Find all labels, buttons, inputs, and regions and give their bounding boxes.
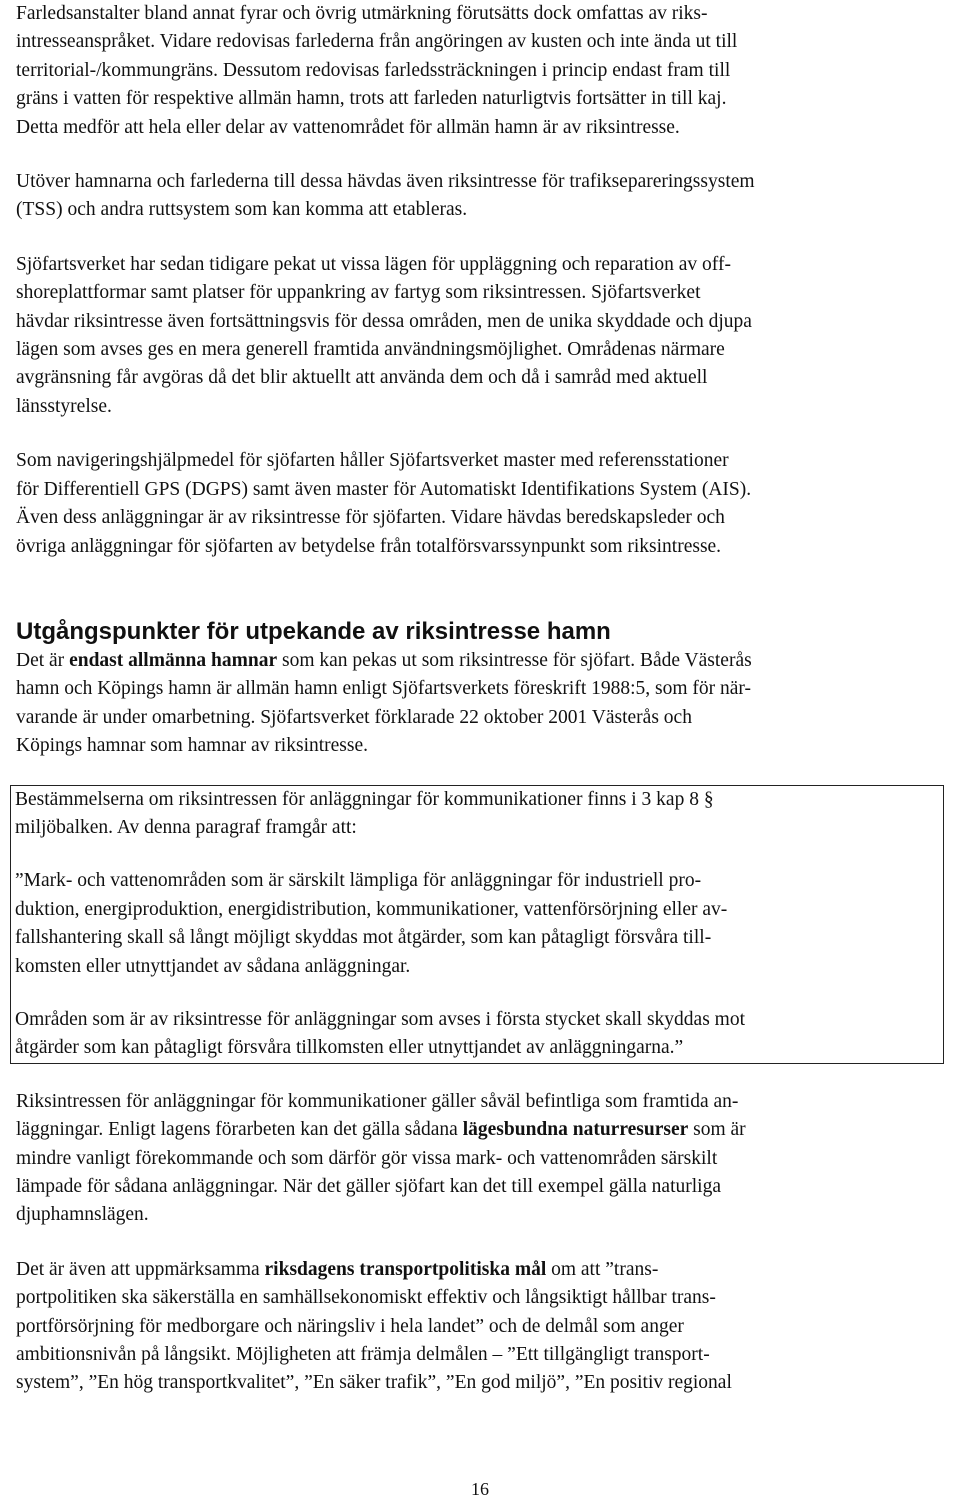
text-line: mindre vanligt förekommande och som därför gör vissa mark- och vattenområden särskilt	[16, 1147, 718, 1169]
quote-line: fallshantering skall så långt möjligt skyddas mot åtgärder, som kan påtagligt försvåra till-	[15, 927, 712, 949]
page-number: 16	[471, 1479, 489, 1499]
text-line: portförsörjning för medborgare och näringsliv i hela landet” och de delmål som anger	[16, 1315, 684, 1337]
quote-line: Områden som är av riksintresse för anläggningar som avses i första stycket skall skyddas mot	[15, 1008, 746, 1030]
text-run: Det är	[16, 649, 70, 671]
paragraph-transportpolitik	[16, 1256, 942, 1398]
text-line: shoreplattformar samt platser för uppankring av fartyg som riksintressen. Sjöfartsverket	[16, 282, 701, 304]
text-line: Farledsanstalter bland annat fyrar och övrig utmärkning förutsätts dock omfattas av riks-	[16, 3, 708, 24]
quote-line: ”Mark- och vattenområden som är särskilt lämpliga för anläggningar för industriell pro-	[15, 870, 702, 892]
quote-line: komsten eller utnyttjandet av sådana anläggningar.	[15, 955, 411, 977]
text-line: lämpade för sådana anläggningar. När det gäller sjöfart kan det till exempel gälla naturliga	[16, 1176, 721, 1197]
quote-line: åtgärder som kan påtagligt försvåra tillkomsten eller utnyttjandet av anläggningarna.”	[15, 1037, 684, 1059]
text-line: för Differentiell GPS (DGPS) samt även master för Automatiskt Identifikations System (AIS).	[16, 478, 752, 500]
text-line: djuphamnslägen.	[16, 1204, 149, 1226]
text-line: intresseanspråket. Vidare redovisas farlederna från angöringen av kusten och inte ända ut till	[16, 31, 738, 53]
bold-term: riksdagens transportpolitiska mål	[264, 1258, 547, 1280]
text-line: territorial-/kommungräns. Dessutom redovisas farledssträckningen i princip endast fram till	[16, 59, 731, 81]
section-heading: Utgångspunkter för utpekande av riksintresse hamn	[16, 617, 611, 645]
paragraph-tss	[16, 168, 942, 225]
text-line: hävdar riksintresse även fortsättningsvis för dessa områden, men de unika skyddade och djupa	[16, 310, 752, 332]
text-line: system”, ”En hög transportkvalitet”, ”En säker trafik”, ”En god miljö”, ”En positiv regional	[16, 1372, 732, 1394]
text-line: länsstyrelse.	[16, 395, 112, 417]
paragraph-navigering	[16, 447, 942, 561]
paragraph-offshore	[16, 251, 942, 421]
text-line: portpolitiken ska säkerställa en samhällsekonomiskt effektiv och långsiktigt hållbar trans-	[16, 1287, 716, 1309]
text-line: Utöver hamnarna och farlederna till dessa hävdas även riksintresse för trafiksepareringssystem	[16, 171, 755, 193]
text-line: gräns i vatten för respektive allmän hamn, trots att farleden naturligtvis fortsätter in till kaj.	[16, 88, 727, 110]
text-line: Sjöfartsverket har sedan tidigare pekat ut vissa lägen för uppläggning och reparation av off-	[16, 253, 731, 275]
paragraph-allmanna-hamnar	[16, 647, 942, 761]
text-line: Detta medför att hela eller delar av vattenområdet för allmän hamn är av riksintresse.	[16, 116, 680, 138]
text-line	[16, 647, 942, 675]
text-line: miljöbalken. Av denna paragraf framgår att:	[15, 816, 357, 838]
text-run: om att ”trans-	[546, 1258, 659, 1280]
text-line	[16, 1116, 942, 1144]
text-run: som kan pekas ut som riksintresse för sjöfart. Både Västerås	[277, 649, 752, 671]
text-line: hamn och Köpings hamn är allmän hamn enligt Sjöfartsverkets föreskrift 1988:5, som för när-	[16, 678, 752, 700]
text-line: Köpings hamnar som hamnar av riksintresse.	[16, 735, 369, 757]
text-line: övriga anläggningar för sjöfarten av betydelse från totalförsvarssynpunkt som riksintresse.	[16, 535, 722, 557]
bold-term: lägesbundna naturresurser	[462, 1119, 689, 1141]
text-line: Som navigeringshjälpmedel för sjöfarten håller Sjöfartsverket master med referensstationer	[16, 450, 729, 472]
text-line: avgränsning får avgöras då det blir aktuellt att använda dem och då i samråd med aktuell	[16, 367, 708, 389]
paragraph-kommunikationer	[16, 1088, 942, 1230]
text-run: läggningar. Enligt lagens förarbeten kan det gälla sådana	[16, 1119, 463, 1141]
text-line: Även dess anläggningar är av riksintresse för sjöfarten. Vidare hävdas beredskapsleder och	[16, 507, 725, 529]
text-line: varande är under omarbetning. Sjöfartsverket förklarade 22 oktober 2001 Västerås och	[16, 706, 692, 728]
text-run: som är	[688, 1119, 746, 1141]
text-line: (TSS) och andra ruttsystem som kan komma att etableras.	[16, 199, 468, 221]
paragraph-farleder	[16, 0, 942, 142]
text-line	[16, 1256, 942, 1284]
quote-box-miljobalken	[10, 785, 944, 1064]
text-line: ambitionsnivån på långsikt. Möjligheten att främja delmålen – ”Ett tillgängligt transport-	[16, 1344, 710, 1366]
text-line: Bestämmelserna om riksintressen för anläggningar för kommunikationer finns i 3 kap 8 §	[15, 788, 714, 810]
text-line: lägen som avses ges en mera generell framtida användningsmöjlighet. Områdenas närmare	[16, 339, 725, 361]
text-run: Det är även att uppmärksamma	[16, 1258, 265, 1280]
quote-line: duktion, energiproduktion, energidistribution, kommunikationer, vattenförsörjning eller av-	[15, 898, 728, 920]
bold-term: endast allmänna hamnar	[69, 649, 278, 671]
text-line: Riksintressen för anläggningar för kommunikationer gäller såväl befintliga som framtida an-	[16, 1090, 739, 1112]
